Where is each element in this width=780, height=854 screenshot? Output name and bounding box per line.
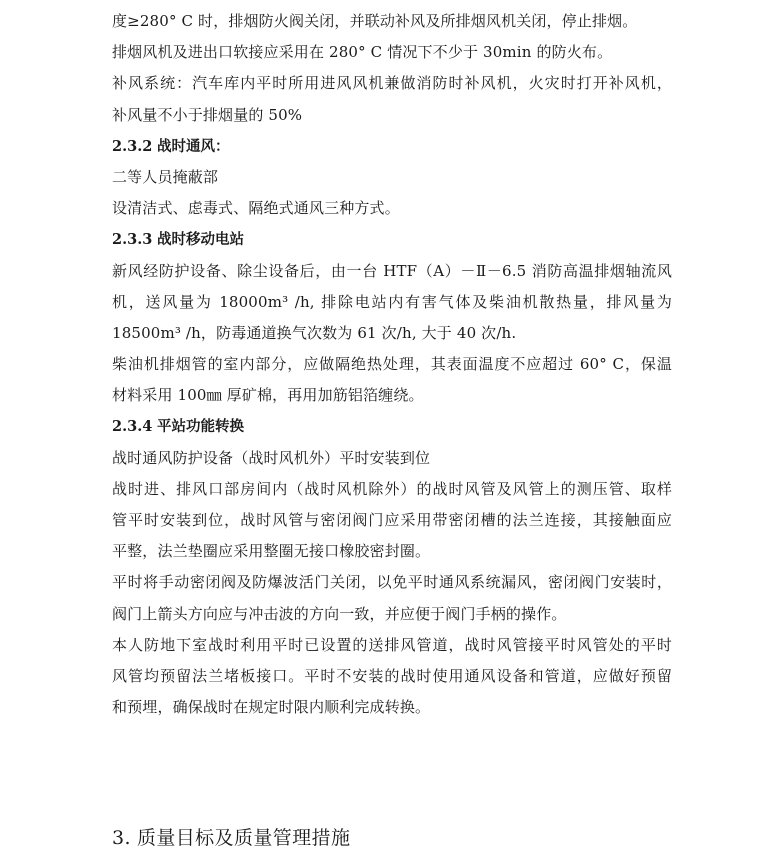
text-line: 排烟风机及进出口软接应采用在 280° C 情况下不少于 30min 的防火布。 xyxy=(112,43,613,62)
text-line: 阀门上箭头方向应与冲击波的方向一致，并应便于阀门手柄的操作。 xyxy=(112,604,567,623)
text-line: 设清洁式、虑毒式、隔绝式通风三种方式。 xyxy=(112,199,400,218)
heading-number: 2.3.3 xyxy=(112,231,153,249)
paragraph-basement xyxy=(112,630,672,724)
text-line: 平整，法兰垫圈应采用整圈无接口橡胶密封圈。 xyxy=(112,542,431,561)
paragraph-three-modes xyxy=(112,193,672,224)
heading-number: 2.3.4 xyxy=(112,418,153,436)
paragraph-equip-install xyxy=(112,443,672,474)
document-body xyxy=(112,6,672,723)
paragraph-shelter xyxy=(112,162,672,193)
section-number: 3. xyxy=(112,827,131,849)
paragraph-smoke-fan xyxy=(112,37,672,68)
text-line: 本人防地下室战时利用平时已设置的送排风管道，战时风管接平时风管处的平时 xyxy=(112,635,672,654)
heading-number: 2.3.2 xyxy=(112,137,153,155)
paragraph-fresh-air xyxy=(112,256,672,350)
paragraph-exhaust-pipe xyxy=(112,349,672,411)
paragraph-valves xyxy=(112,567,672,629)
heading-2-3-2 xyxy=(112,131,672,162)
paragraph-smoke-damper-1 xyxy=(112,6,672,37)
section-3-title xyxy=(112,824,350,852)
text-line: 和预埋，确保战时在规定时限内顺利完成转换。 xyxy=(112,698,431,717)
section-title-text: 质量目标及质量管理措施 xyxy=(136,827,351,849)
text-line: 战时进、排风口部房间内（战时风机除外）的战时风管及风管上的测压管、取样 xyxy=(112,479,672,498)
text-line: 18500m³ /h，防毒通道换气次数为 61 次/h, 大于 40 次/h. xyxy=(112,323,517,342)
text-line: 补风量不小于排烟量的 50% xyxy=(112,105,303,124)
heading-title: 平站功能转换 xyxy=(157,418,244,436)
heading-2-3-4 xyxy=(112,411,672,442)
text-line: 材料采用 100㎜ 厚矿棉，再用加筋铝箔缠绕。 xyxy=(112,386,424,405)
heading-2-3-3 xyxy=(112,224,672,255)
paragraph-makeup-system xyxy=(112,68,672,130)
paragraph-ducts xyxy=(112,474,672,568)
text-line: 柴油机排烟管的室内部分，应做隔绝热处理，其表面温度不应超过 60° C，保温 xyxy=(112,355,672,374)
text-line: 管平时安装到位，战时风管与密闭阀门应采用带密闭槽的法兰连接，其接触面应 xyxy=(112,511,672,529)
text-line: 平时将手动密闭阀及防爆波活门关闭，以免平时通风系统漏风，密闭阀门安装时， xyxy=(112,573,672,592)
text-line: 风管均预留法兰堵板接口。平时不安装的战时使用通风设备和管道，应做好预留 xyxy=(112,666,672,685)
text-line: 机，送风量为 18000m³ /h, 排除电站内有害气体及柴油机散热量，排风量为 xyxy=(112,292,672,311)
heading-title: 战时通风： xyxy=(157,137,230,155)
heading-title: 战时移动电站 xyxy=(157,231,244,249)
text-line: 度≥280° C 时，排烟防火阀关闭，并联动补风及所排烟风机关闭，停止排烟。 xyxy=(112,12,638,30)
text-line: 战时通风防护设备（战时风机外）平时安装到位 xyxy=(112,448,431,467)
text-line: 补风系统：汽车库内平时所用进风风机兼做消防时补风机，火灾时打开补风机， xyxy=(112,74,672,93)
text-line: 二等人员掩蔽部 xyxy=(112,167,219,186)
text-line: 新风经防护设备、除尘设备后，由一台 HTF（A）－Ⅱ－6.5 消防高温排烟轴流风 xyxy=(112,261,672,280)
